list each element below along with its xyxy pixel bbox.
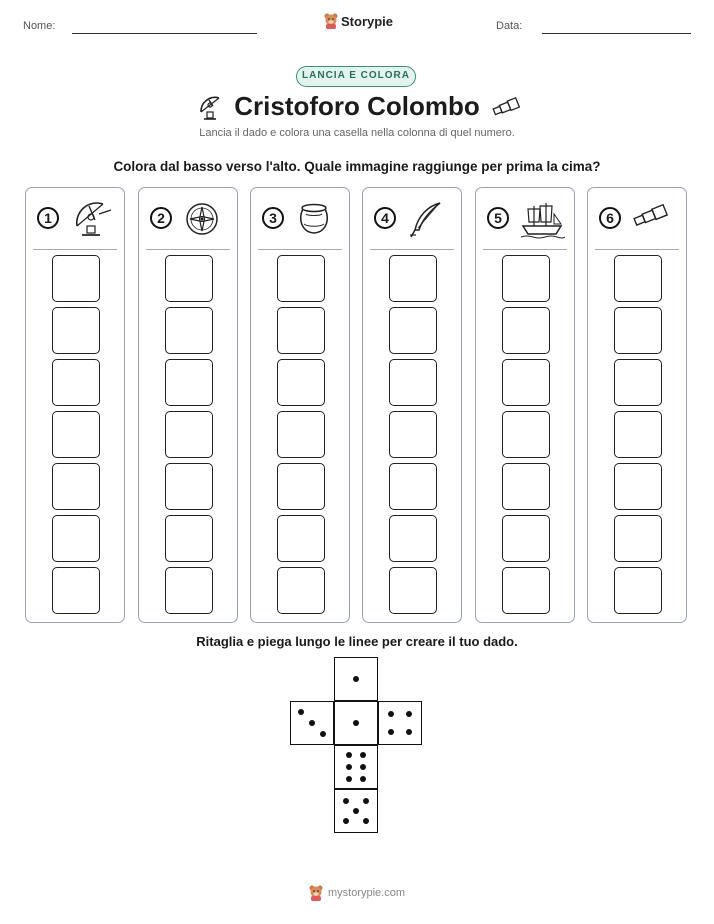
- dice-pip: [320, 731, 326, 737]
- dice-instruction: Ritaglia e piega lungo le linee per creare il tuo dado.: [196, 634, 518, 649]
- column-header: [251, 188, 349, 250]
- column-divider: [370, 249, 454, 250]
- color-cell[interactable]: [165, 567, 213, 614]
- dice-pip: [363, 798, 369, 804]
- color-cell[interactable]: [614, 567, 662, 614]
- column-number: 1: [37, 207, 59, 229]
- date-line: [542, 33, 691, 34]
- dice-face-6: [334, 745, 378, 789]
- color-cell[interactable]: [277, 515, 325, 562]
- color-cell[interactable]: [389, 307, 437, 354]
- dice-pip: [343, 818, 349, 824]
- column-header: [139, 188, 237, 250]
- column-header: [363, 188, 461, 250]
- column-5: [475, 187, 575, 623]
- quill-icon: [406, 200, 446, 245]
- brand-logo: [324, 13, 393, 29]
- dice-pip: [360, 752, 366, 758]
- dice-pip: [309, 720, 315, 726]
- color-cell[interactable]: [52, 359, 100, 406]
- color-cell[interactable]: [502, 463, 550, 510]
- color-cell[interactable]: [614, 255, 662, 302]
- color-cell[interactable]: [277, 255, 325, 302]
- color-cell[interactable]: [502, 515, 550, 562]
- column-3: [250, 187, 350, 623]
- color-cell[interactable]: [52, 567, 100, 614]
- dice-pip: [346, 776, 352, 782]
- footer: [0, 885, 714, 901]
- color-cell[interactable]: [389, 515, 437, 562]
- activity-badge: LANCIA E COLORA: [296, 66, 416, 87]
- color-cell[interactable]: [389, 255, 437, 302]
- column-4: [362, 187, 462, 623]
- color-cell[interactable]: [614, 411, 662, 458]
- color-cell[interactable]: [165, 255, 213, 302]
- color-cell[interactable]: [614, 359, 662, 406]
- color-cell[interactable]: [277, 307, 325, 354]
- dice-pip: [298, 709, 304, 715]
- color-cell[interactable]: [277, 567, 325, 614]
- dice-face-1: [334, 701, 378, 745]
- color-cell[interactable]: [52, 463, 100, 510]
- dice-pip: [346, 764, 352, 770]
- color-cell[interactable]: [165, 307, 213, 354]
- dice-face-1: [334, 657, 378, 701]
- color-cell[interactable]: [389, 567, 437, 614]
- color-cell[interactable]: [502, 567, 550, 614]
- color-cell[interactable]: [52, 411, 100, 458]
- dice-pip: [353, 676, 359, 682]
- column-1: [25, 187, 125, 623]
- color-cell[interactable]: [52, 515, 100, 562]
- telescope-icon: [491, 96, 521, 116]
- bear-icon: [324, 13, 338, 29]
- column-header: [476, 188, 574, 250]
- dice-pip: [363, 818, 369, 824]
- compass-icon: [182, 200, 222, 243]
- dice-pip: [353, 720, 359, 726]
- dice-face-3: [290, 701, 334, 745]
- dice-pip: [353, 808, 359, 814]
- color-cell[interactable]: [52, 307, 100, 354]
- column-number: 6: [599, 207, 621, 229]
- date-label: Data:: [496, 20, 523, 32]
- color-cell[interactable]: [52, 255, 100, 302]
- column-header: [588, 188, 686, 250]
- column-divider: [33, 249, 117, 250]
- color-cell[interactable]: [389, 411, 437, 458]
- color-cell[interactable]: [502, 255, 550, 302]
- dice-pip: [360, 776, 366, 782]
- brand-name: Storypie: [341, 13, 394, 29]
- name-line: [72, 33, 257, 34]
- dice-pip: [343, 798, 349, 804]
- dice-face-5: [334, 789, 378, 833]
- dice-pip: [360, 764, 366, 770]
- dice-pip: [388, 711, 394, 717]
- column-divider: [146, 249, 230, 250]
- page-title: Cristoforo Colombo: [234, 91, 480, 121]
- color-cell[interactable]: [165, 411, 213, 458]
- color-cell[interactable]: [502, 411, 550, 458]
- color-cell[interactable]: [165, 463, 213, 510]
- color-cell[interactable]: [389, 359, 437, 406]
- color-cell[interactable]: [277, 463, 325, 510]
- color-cell[interactable]: [277, 359, 325, 406]
- page-subtitle: Lancia il dado e colora una casella nella colonna di quel numero.: [199, 127, 515, 139]
- telescope-icon: [631, 200, 671, 235]
- color-cell[interactable]: [614, 307, 662, 354]
- name-label: Nome:: [23, 20, 56, 32]
- color-cell[interactable]: [502, 307, 550, 354]
- column-6: [587, 187, 687, 623]
- column-number: 5: [487, 207, 509, 229]
- footer-url: mystorypie.com: [327, 887, 406, 899]
- column-number: 4: [374, 207, 396, 229]
- column-divider: [595, 249, 679, 250]
- dice-pip: [406, 711, 412, 717]
- color-cell[interactable]: [165, 515, 213, 562]
- color-cell[interactable]: [614, 515, 662, 562]
- color-cell[interactable]: [277, 411, 325, 458]
- pot-icon: [294, 200, 334, 243]
- column-2: [138, 187, 238, 623]
- color-cell[interactable]: [614, 463, 662, 510]
- color-cell[interactable]: [502, 359, 550, 406]
- color-cell[interactable]: [389, 463, 437, 510]
- dice-pip: [346, 752, 352, 758]
- instruction-text: Colora dal basso verso l'alto. Quale immagine raggiunge per prima la cima?: [113, 159, 601, 174]
- column-number: 2: [150, 207, 172, 229]
- color-cell[interactable]: [165, 359, 213, 406]
- sextant-icon: [69, 200, 117, 243]
- bear-icon: [309, 885, 323, 901]
- dice-pip: [388, 729, 394, 735]
- column-divider: [483, 249, 567, 250]
- column-divider: [258, 249, 342, 250]
- ship-icon: [519, 200, 565, 245]
- dice-pip: [406, 729, 412, 735]
- column-header: [26, 188, 124, 250]
- column-number: 3: [262, 207, 284, 229]
- dice-face-4: [378, 701, 422, 745]
